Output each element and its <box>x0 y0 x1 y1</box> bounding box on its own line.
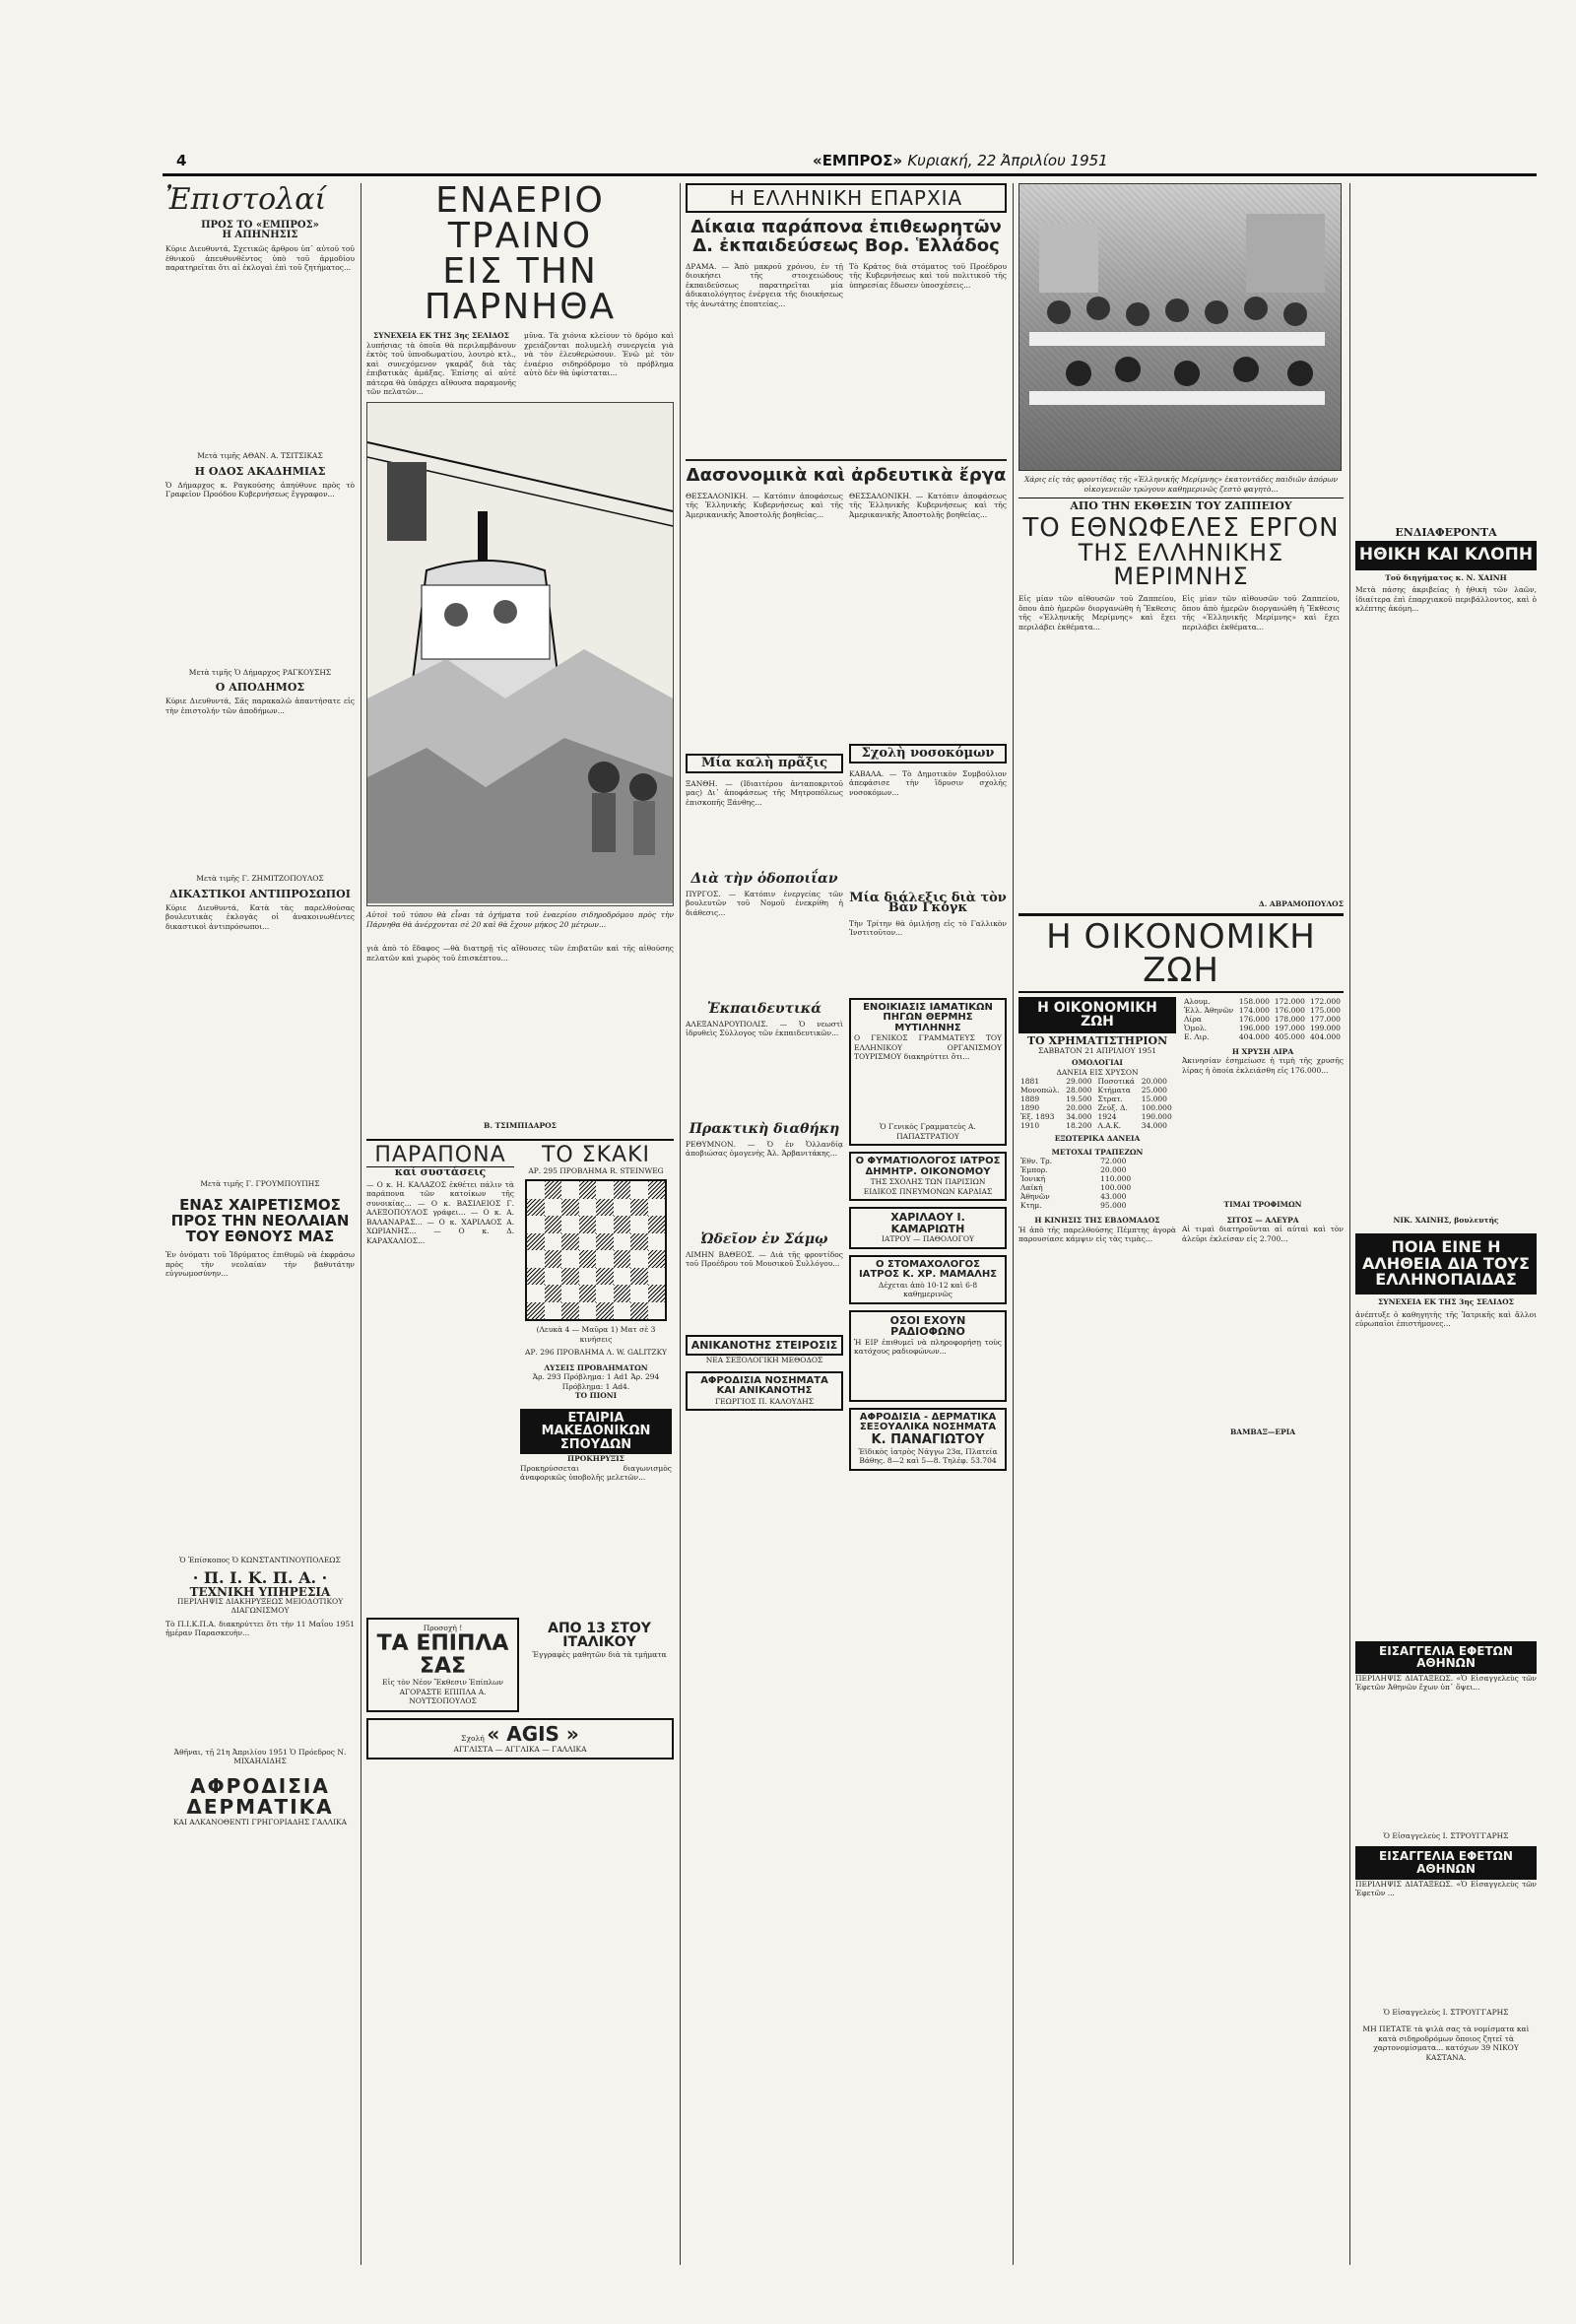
chess-move-note: (Λευκὰ 4 — Μαῦρα 1) Ματ σὲ 3 κινήσεις <box>536 1325 656 1344</box>
table-row <box>1182 1015 1344 1024</box>
table-cell: 196.000 <box>1238 1023 1270 1032</box>
box-heading: ΠΑΡΑΠΟΝΑ <box>366 1145 514 1167</box>
table-cell: Λίρα <box>1184 1014 1202 1024</box>
article-heading: Η ΟΔΟΣ ΑΚΑΔΗΜΙΑΣ <box>194 464 326 478</box>
shares-table <box>1018 1157 1176 1210</box>
section-banner: Η ΕΛΛΗΝΙΚΗ ΕΠΑΡΧΙΑ <box>686 183 1007 213</box>
economy-banner: Η ΟΙΚΟΝΟΜΙΚΗ ΖΩΗ <box>1018 913 1344 993</box>
photo-caption: Χάρις εἰς τὰς φροντίδας τῆς «Ἑλληνικῆς Μερίμνης» ἑκατοντάδες παιδιῶν ἀπόρων οἰκογενειῶν τρώγουν καθημερινῶς ζεστὸ φαγητὸ... <box>1023 475 1339 494</box>
table-row <box>1182 1006 1344 1015</box>
table-cell: 20.000 <box>1100 1165 1127 1175</box>
section-rule <box>686 459 1007 461</box>
continuation-note: ΣΥΝΕΧΕΙΑ ΕΚ ΤΗΣ 3ης ΣΕΛΙΔΟΣ <box>373 331 509 340</box>
ad-title: ΑΝΙΚΑΝΟΤΗΣ ΣΤΕΙΡΟΣΙΣ <box>686 1335 843 1357</box>
table-cell: 20.000 <box>1066 1103 1092 1113</box>
table-cell: 158.000 <box>1238 996 1270 1006</box>
table-row <box>1018 1086 1176 1095</box>
signature: Μετὰ τιμῆς Ὁ Δήμαρχος ΡΑΓΚΟΥΣΗΣ <box>188 667 332 677</box>
table-cell: 1889 <box>1020 1095 1040 1104</box>
ad-title: ΧΑΡΙΛΑΟΥ Ι. ΚΑΜΑΡΙΩΤΗ <box>890 1211 965 1235</box>
signature: Δ. ΑΒΡΑΜΟΠΟΥΛΟΣ <box>1258 899 1344 908</box>
article-headline: Ὠδεῖον ἐν Σάμῳ <box>700 1230 828 1247</box>
table-cell: Ἑλλ. Ἀθηνῶν <box>1184 1005 1234 1015</box>
table-cell: 100.000 <box>1100 1183 1132 1193</box>
table-cell: 18.200 <box>1066 1121 1092 1131</box>
letters-column <box>165 183 355 2265</box>
table-cell: 20.000 <box>1141 1077 1167 1087</box>
article-kicker: ΑΠΟ ΤΗΝ ΕΚΘΕΣΙΝ ΤΟΥ ΖΑΠΠΕΙΟΥ <box>1018 498 1344 511</box>
table-cell: 34.000 <box>1141 1121 1167 1131</box>
ad-body: Ἐγγραφὲς μαθητῶν διὰ τὰ τμήματα <box>532 1649 667 1659</box>
table-row <box>1018 1157 1176 1165</box>
headline-line-2: ΕΙΣ ΤΗΝ ΠΑΡΝΗΘΑ <box>424 251 617 327</box>
article-body: λυπήσιας τὰ ὁποῖα θὰ περιλαμβάνουν ἐκτὸς τοῦ ὑπνοδωματίου, λουτρὸ κτλ., καὶ συνεχόμενον γκαράζ διὰ τὰς ἐπιβατικὰς ἁμάξας. Ἐπίσης αἱ αὐτὲ πάτερα θὰ ὑπάρχει αἴθουσα παραμονῆς τῶν πελατῶν... <box>366 340 516 396</box>
article-body: ΠΥΡΓΟΣ. — Κατόπιν ἐνεργείας τῶν βουλευτῶν τοῦ Νομοῦ ἐνεκρίθη ἡ διάθεσις... <box>686 889 843 917</box>
table-cell: 95.000 <box>1100 1201 1127 1211</box>
gold-body: Ἀκινησίαν ἐσημείωσε ἡ τιμὴ τῆς χρυσῆς λίρας ἡ ὁποία ἐκλειάσθη εἰς 176.000... <box>1182 1056 1344 1075</box>
table-row <box>1018 1183 1176 1192</box>
headline-line-2: ΤΗΣ ΕΛΛΗΝΙΚΗΣ ΜΕΡΙΜΝΗΣ <box>1078 539 1284 590</box>
signature: Μετὰ τιμῆς ΑΘΑΝ. Α. ΤΣΙΤΣΙΚΑΣ <box>197 451 323 460</box>
table-cell: Κτημ. <box>1020 1201 1042 1211</box>
article-body: ΡΕΘΥΜΝΟΝ. — Ὁ ἐν Ὁλλανδίᾳ ἀποβιώσας ὁμογενὴς Ἀλ. Ἀρβανιτάκης... <box>686 1139 843 1159</box>
notice-title: ΟΣΟΙ ΕΧΟΥΝ ΡΑΔΙΟΦΩΝΟ <box>889 1313 966 1339</box>
article-body: ΔΡΑΜΑ. — Ἀπὸ μακροῦ χρόνου, ἐν τῇ διοικήσει τῆς στοιχειώδους ἐκπαιδεύσεως παρατηρεῖται μία ἀδικαιολόγητος ἐνέργεια τῆς διοικήσεως τῆς ἀνωτάτης ἐποπτείας... <box>686 261 843 308</box>
table-cell: 1924 <box>1097 1112 1117 1122</box>
table-cell: Ε. Λιρ. <box>1184 1031 1210 1041</box>
ad-body: Δέχεται ἀπὸ 10-12 καὶ 6-8 καθημερινῶς <box>878 1280 978 1299</box>
ad-title: ΑΦΡΟΔΙΣΙΑ ΔΕΡΜΑΤΙΚΑ <box>186 1773 334 1819</box>
table-cell: 197.000 <box>1274 1023 1305 1032</box>
chess-signature: ΤΟ ΠΙΟΝΙ <box>574 1391 618 1400</box>
ad-kicker: Σχολή <box>461 1733 485 1743</box>
table-row <box>1018 1174 1176 1183</box>
headline-line-1: ΤΟ ΕΘΝΩΦΕΛΕΣ ΕΡΓΟΝ <box>1022 513 1340 543</box>
notice-body: ΠΕΡΙΛΗΨΙΣ ΔΙΑΤΑΞΕΩΣ. «Ὁ Εἰσαγγελεὺς τῶν Ἐφετῶν ... <box>1355 1879 1537 1898</box>
doctor-ad <box>849 1207 1007 1249</box>
bonds-table <box>1018 1077 1176 1130</box>
merimna-column <box>1018 183 1344 2265</box>
gold-heading: Η ΧΡΥΣΗ ΛΙΡΑ <box>1231 1046 1294 1056</box>
table-cell: 199.000 <box>1309 1023 1341 1032</box>
article-body: μῦνα. Τὰ χιόνια κλείουν τὸ δρόμο καὶ χρειάζονται πολυμελὴ συνεργεία γιὰ νὰ τὸν ἐλευθερώσουν. Ἐνῶ μὲ τὸν ἐναέριο σιδηρόδρομο τὸ πρόβλημα αὐτὸ δὲν θὰ ὑφίσταται... <box>524 331 674 377</box>
table-row <box>1018 1112 1176 1121</box>
ad-kicker: Προσοχή ! <box>423 1623 463 1632</box>
article-body: Εἰς μίαν τῶν αἰθουσῶν τοῦ Ζαππείου, ὅπου ἀπὸ ἡμερῶν διοργανώθη ἡ Ἔκθεσις τῆς «Ἑλληνικῆς Μερίμνης» καὶ ἔχει περιλάβει ἐκθέματα... <box>1182 594 1340 631</box>
table-cell: 172.000 <box>1274 996 1305 1006</box>
ad-title: Ο ΦΥΜΑΤΙΟΛΟΓΟΣ ΙΑΤΡΟΣ ΔΗΜΗΤΡ. ΟΙΚΟΝΟΜΟΥ <box>855 1156 1001 1177</box>
ad-body: Ο ΓΕΝΙΚΟΣ ΓΡΑΜΜΑΤΕΥΣ ΤΟΥ ΕΛΛΗΝΙΚΟΥ ΟΡΓΑΝΙΣΜΟΥ ΤΟΥΡΙΣΜΟΥ διακηρύττει ὅτι... <box>854 1033 1002 1062</box>
prosecutor-notice-banner: ΕΙΣΑΓΓΕΛΙΑ ΕΦΕΤΩΝ ΑΘΗΝΩΝ <box>1355 1846 1537 1879</box>
table-cell: 177.000 <box>1309 1014 1341 1024</box>
photo-caption: Αὐτοὶ τοῦ τύπου θὰ εἶναι τὰ ὀχήματα τοῦ ἐναερίου σιδηροδρόμου πρὸς τὴν Πάρνηθα θὰ ἀνέρχονται σὲ 20 καὶ θὰ ἔχουν μήκος 20 μέτρων... <box>366 910 674 929</box>
table-cell: Αλουμ. <box>1184 996 1211 1006</box>
weekly-market-body: Ἡ ἀπὸ τῆς παρελθούσης Πέμπτης ἀγορὰ παρουσίασε κάμψιν εἰς τὰς τιμὰς... <box>1018 1225 1176 1244</box>
notice-heading: · Π. Ι. Κ. Π. Α. · <box>192 1567 328 1587</box>
cereal-heading: ΣΙΤΟΣ — ΑΛΕΥΡΑ <box>1226 1215 1299 1225</box>
notice-subtitle: ΠΕΡΙΛΗΨΙΣ ΔΙΑΚΗΡΥΞΕΩΣ ΜΕΙΟΔΟΤΙΚΟΥ ΔΙΑΓΩΝΙΣΜΟΥ <box>176 1596 344 1616</box>
byline: Τοῦ διηγήματος κ. Ν. ΧΑΙΝΗ <box>1385 572 1507 582</box>
notice-body: Τὸ Π.Ι.Κ.Π.Α. διακηρύττει ὅτι τὴν 11 Μαΐου 1951 ἡμέραν Παρασκευὴν... <box>165 1619 355 1638</box>
table-cell: 176.000 <box>1274 1005 1305 1015</box>
table-row <box>1182 1032 1344 1041</box>
article-heading: Ο ΑΠΟΔΗΜΟΣ <box>215 681 305 694</box>
article-headline: Πρακτικὴ διαθήκη <box>689 1120 840 1137</box>
article-headline: Σχολὴ νοσοκόμων <box>849 744 1007 764</box>
radio-notice <box>849 1310 1007 1402</box>
table-row <box>1018 1201 1176 1210</box>
table-cell: 172.000 <box>1309 996 1341 1006</box>
table-cell: 175.000 <box>1309 1005 1341 1015</box>
ad-body: ΤΗΣ ΣΧΟΛΗΣ ΤΩΝ ΠΑΡΙΣΙΩΝ ΕΙΔΙΚΟΣ ΠΝΕΥΜΟΝΩΝ ΚΑΡΔΙΑΣ <box>863 1177 993 1196</box>
box-body: — Ο κ. Η. ΚΑΛΑΖΟΣ ἐκθέτει πάλιν τὰ παράπονα τῶν κατοίκων τῆς συνοικίας... — Ο κ. ΒΑΣΙΛΕΙΟΣ Γ. ΑΛΕΞΟΠΟΥΛΟΣ γράφει... — Ο κ. Α. ΒΑΛΑΝΑΡΑΣ... — Ο κ. ΧΑΡΙΛΑΟΣ Α. ΧΩΡΙΑΝΗΣ... — Ο κ. Δ. ΚΑΡΑΧΑΛΙΟΣ... <box>366 1179 514 1245</box>
article-headline: Μία καλὴ πρᾶξις <box>686 754 843 773</box>
table-row <box>1018 1103 1176 1112</box>
table-cell: 72.000 <box>1100 1157 1127 1166</box>
province-column <box>686 183 1007 2265</box>
article-heading: ΔΙΚΑΣΤΙΚΟΙ ΑΝΤΙΠΡΟΣΩΠΟΙ <box>169 887 351 900</box>
article-body: ΘΕΣΣΑΛΟΝΙΚΗ. — Κατόπιν ἀποφάσεως τῆς Ἑλληνικῆς Κυβερνήσεως καὶ τῆς Ἀμερικανικῆς Ἀποστολῆς βοηθείας... <box>686 491 843 519</box>
exchange-heading: ΤΟ ΧΡΗΜΑΤΙΣΤΗΡΙΟΝ <box>1026 1033 1168 1047</box>
article-body: Μετὰ πάσης ἀκριβείας ἡ ἠθικὴ τῶν λαῶν, ἰδιαίτερα ἐπὶ ἐπαρχιακοῦ περιβάλλοντος, καὶ ὁ κλέπτης ἀκόμη... <box>1355 585 1537 614</box>
cable-car-illustration <box>366 402 674 906</box>
letters-title: Ἐπιστολαί <box>165 182 327 217</box>
ad-signature: Ὁ Γενικὸς Γραμματεὺς Α. ΠΑΠΑΣΤΡΑΤΙΟΥ <box>880 1122 976 1141</box>
table-cell: 15.000 <box>1141 1095 1167 1104</box>
table-cell: 34.000 <box>1066 1112 1092 1122</box>
doctor-ad <box>849 1152 1007 1201</box>
column-rule <box>1349 183 1350 2265</box>
society-body: Προκηρύσσεται διαγωνισμὸς ἀναφορικῶς ὑποβολῆς μελετῶν... <box>520 1463 672 1483</box>
ad-title: ΑΠΟ 13 ΣΤΟΥ ΙΤΑΛΙΚΟΥ <box>548 1620 651 1651</box>
column-rule <box>680 183 681 2265</box>
food-prices-heading: ΤΙΜΑΙ ΤΡΟΦΙΜΩΝ <box>1223 1200 1302 1209</box>
doctor-ad <box>686 1371 843 1412</box>
school-ad <box>366 1718 674 1760</box>
article-body: ΞΑΝΘΗ. — (Ιδιαιτέρου ἀνταποκριτοῦ μας) Δι᾽ ἀποφάσεως τῆς Μητροπόλεως ἐπισκοπῆς Ξάνθης... <box>686 778 843 807</box>
notice-signature: Ἀθῆναι, τῇ 21η Ἀπριλίου 1951 Ὁ Πρόεδρος Ν. ΜΙΧΑΗΛΙΔΗΣ <box>173 1747 347 1766</box>
ad-body: ΚΑΙ ΑΛΚΑΝΟΘΕΝΤΙ ΓΡΗΓΟΡΙΑΔΗΣ ΓΑΛΛΙΚΑ <box>172 1817 348 1826</box>
signature: Μετὰ τιμῆς Γ. ΓΡΟΥΜΠΟΥΠΗΣ <box>200 1178 320 1188</box>
table-cell: 176.000 <box>1238 1014 1270 1024</box>
article-body: Ὁ Δήμαρχος κ. Ραγκούσης ἀπηύθυνε πρὸς τὸ Γραφεῖον Προόδου Κυβερνήσεως ἔγγραφον... <box>165 480 355 498</box>
table-cell: Ἐθν. Τρ. <box>1020 1157 1053 1166</box>
article-body: Εἰς μίαν τῶν αἰθουσῶν τοῦ Ζαππείου, ὅπου ἀπὸ ἡμερῶν διοργανώθη ἡ Ἔκθεσις τῆς «Ἑλληνικῆς Μερίμνης» καὶ ἔχει περιλάβει ἐκθέματα... <box>1018 594 1176 631</box>
cable-car-drawing <box>367 403 673 903</box>
ad-title: « AGIS » <box>487 1721 579 1746</box>
signature: Μετὰ τιμῆς Γ. ΖΗΜΙΤΖΟΠΟΥΛΟΣ <box>196 874 324 883</box>
headline-line-1: ΕΝΑΕΡΙΟ ΤΡΑΙΝΟ <box>435 180 605 256</box>
table-row <box>1018 1121 1176 1130</box>
article-body: Κύριε Διευθυντά, Σχετικῶς ἄρθρου ὑπ᾽ αὐτοῦ τοῦ ἐθνικοῦ ἀπευθυνθέντος ὑπὸ τοῦ ἀρμοδίου παρατηρεῖται ὅτι αἱ ἐκλογαὶ ἐπὶ τοῦ ζητήματος... <box>165 244 355 272</box>
ad-title: ΕΝΟΙΚΙΑΣΙΣ ΙΑΜΑΤΙΚΩΝ ΠΗΓΩΝ ΘΕΡΜΗΣ ΜΥΤΙΛΗΝΗΣ <box>863 1001 993 1033</box>
chess-solutions: Ἀρ. 293 Πρόβλημα: 1 Αd1 Ἀρ. 294 Πρόβλημα: 1 Αd4. <box>532 1372 660 1391</box>
section-kicker: ΕΝΔΙΑΦΕΡΟΝΤΑ <box>1395 526 1497 539</box>
article-headline: Δασονομικὰ καὶ ἀρδευτικὰ ἔργα <box>686 464 1007 486</box>
table-cell: 174.000 <box>1238 1005 1270 1015</box>
chess-problem-title: ΑΡ. 295 ΠΡΟΒΛΗΜΑ R. STEINWEG <box>528 1165 664 1175</box>
children-meal-photo <box>1018 183 1342 471</box>
masthead-title: «ΕΜΠΡΟΣ» <box>813 152 903 169</box>
table-cell: Ποσοτικά <box>1097 1077 1136 1087</box>
table-cell: 190.000 <box>1141 1112 1172 1122</box>
interests-column <box>1355 183 1537 2265</box>
article-body: ΚΑΒΑΛΑ. — Τὸ Δημοτικὸν Συμβούλιον ἀπεφάσισε τὴν ἵδρυσιν σχολῆς νοσοκόμων... <box>849 768 1007 797</box>
ad-body: ΓΕΩΡΓΙΟΣ Π. ΚΑΛΟΥΔΗΣ <box>714 1396 815 1406</box>
cereal-body: Αἱ τιμαὶ διατηροῦνται αἱ αὐταὶ καὶ τὸν ἀλεῦρι ἐκλείσαν εἰς 2.700... <box>1182 1225 1344 1243</box>
table-cell: Ὁμολ. <box>1184 1023 1207 1032</box>
notice-body: ΠΕΡΙΛΗΨΙΣ ΔΙΑΤΑΞΕΩΣ. «Ὁ Εἰσαγγελεὺς τῶν Ἐφετῶν Ἀθηνῶν ἔχων ὑπ᾽ ὄψει... <box>1355 1673 1537 1693</box>
table-cell: Ἐμπορ. <box>1020 1165 1048 1175</box>
ad-body: ΙΑΤΡΟΥ — ΠΑΘΟΛΟΓΟΥ <box>882 1234 974 1244</box>
continuation-note: ΣΥΝΕΧΕΙΑ ΕΚ ΤΗΣ 3ης ΣΕΛΙΔΟΣ <box>1378 1297 1514 1307</box>
article-headline: ΠΟΙΑ ΕΙΝΕ Η ΑΛΗΘΕΙΑ ΔΙΑ ΤΟΥΣ ΕΛΛΗΝΟΠΑΙΔΑΣ <box>1355 1233 1537 1295</box>
table-row <box>1182 1024 1344 1032</box>
article-headline: Διὰ τὴν ὁδοποιΐαν <box>690 870 838 887</box>
notice-signature: Ὁ Εἰσαγγελεὺς Ι. ΣΤΡΟΥΓΓΑΡΗΣ <box>1383 1830 1509 1840</box>
table-cell: Ἀθηνῶν <box>1020 1192 1050 1202</box>
chess-problem-title: ΑΡ. 296 ΠΡΟΒΛΗΜΑ Λ. W. GALITZKY <box>525 1348 667 1357</box>
signature: Ὁ Ἐπίσκοπος Ὁ ΚΩΝΣΤΑΝΤΙΝΟΥΠΟΛΕΩΣ <box>179 1556 341 1565</box>
bonds-heading: ΟΜΟΛΟΓΙΑΙ <box>1072 1058 1123 1068</box>
article-body: Ἐν ὀνόματι τοῦ Ἰδρύματος ἐπιθυμῶ νὰ ἐκφράσω πρὸς τὴν νεολαίαν τὴν βαθυτάτην εὐγνωμοσύνην... <box>165 1250 355 1279</box>
table-cell: 25.000 <box>1141 1086 1167 1096</box>
rates-table <box>1182 997 1344 1041</box>
page-header <box>163 148 1537 176</box>
article-headline: ΗΘΙΚΗ ΚΑΙ ΚΛΟΠΗ <box>1355 541 1537 570</box>
table-cell: Μονοπώλ. <box>1020 1086 1060 1096</box>
notice-subheading: ΤΕΧΝΙΚΗ ΥΠΗΡΕΣΙΑ <box>189 1584 331 1599</box>
small-notice: ΜΗ ΠΕΤΑΤΕ τὰ ψιλὰ σας τὰ νομίσματα καὶ κατὰ σιδηροδρόμων ὅποιος ζητεῖ τὰ χαρτονομίσματα... κατόχων 39 ΝΙΚΟΥ ΚΑΣΤΑΝΑ. <box>1362 2025 1530 2062</box>
table-cell: 178.000 <box>1274 1014 1305 1024</box>
article-body: γιὰ ἀπὸ τὸ ἔδαφος —θὰ διατηρῇ τὶς αἴθουσες τῶν ἐπιβατῶν καὶ τῆς αἰθούσης πελατῶν καὶ χωρὸς τοῦ ἐπισκέπτου... <box>366 944 674 963</box>
table-cell: 1890 <box>1020 1103 1040 1113</box>
table-cell: 1881 <box>1020 1077 1040 1087</box>
signature: Β. ΤΣΙΜΠΙΔΑΡΟΣ <box>484 1121 557 1130</box>
chess-heading: ΤΟ ΣΚΑΚΙ <box>541 1142 651 1167</box>
doctor-ad <box>849 1255 1007 1304</box>
table-cell: 405.000 <box>1274 1031 1305 1041</box>
table-row <box>1018 1165 1176 1174</box>
society-subheading: ΠΡΟΚΗΡΥΞΙΣ <box>567 1454 624 1464</box>
exchange-date: ΣΑΒΒΑΤΟΝ 21 ΑΠΡΙΛΙΟΥ 1951 <box>1037 1045 1157 1055</box>
page-number: 4 <box>176 152 187 169</box>
ad-body: ΑΓΓΛΙΣΤΑ — ΑΓΓΛΙΚΑ — ΓΑΛΛΙΚΑ <box>453 1744 587 1754</box>
train-column <box>366 180 674 2265</box>
table-cell: Ἐξ. 1893 <box>1020 1112 1055 1122</box>
ad-body: Εἰς τὸν Νέον Ἔκθεσιν Ἐπίπλων ΑΓΟΡΑΣΤΕ ΕΠΙΠΛΑ Α. ΝΟΥΤΣΟΠΟΥΛΟΣ <box>382 1678 503 1706</box>
table-cell: Στρατ. <box>1097 1095 1123 1104</box>
table-cell: 110.000 <box>1100 1174 1132 1184</box>
table-row <box>1018 1095 1176 1103</box>
ad-title: ΑΦΡΟΔΙΣΙΑ ΝΟΣΗΜΑΤΑ ΚΑΙ ΑΝΙΚΑΝΟΤΗΣ <box>700 1374 828 1397</box>
society-banner: ΕΤΑΙΡΙΑ ΜΑΚΕΔΟΝΙΚΩΝ ΣΠΟΥΔΩΝ <box>520 1409 672 1455</box>
cotton-heading: ΒΑΜΒΑΞ—ΕΡΙΑ <box>1229 1428 1296 1436</box>
letters-subtitle: ΠΡΟΣ ΤΟ «ΕΜΠΡΟΣ» <box>201 220 319 231</box>
table-cell: 404.000 <box>1309 1031 1341 1041</box>
article-body: ΛΙΜΗΝ ΒΑΘΕΟΣ. — Διὰ τῆς φροντίδος τοῦ Προέδρου τοῦ Μουσικοῦ Συλλόγου... <box>686 1249 843 1269</box>
prosecutor-notice-banner: ΕΙΣΑΓΓΕΛΙΑ ΕΦΕΤΩΝ ΑΘΗΝΩΝ <box>1355 1641 1537 1674</box>
article-heading: Η ΑΠΗΝΗΣΙΣ <box>222 230 298 240</box>
masthead-date: Κυριακή, 22 Ἀπριλίου 1951 <box>907 152 1108 169</box>
table-cell: 29.000 <box>1066 1077 1092 1087</box>
spa-ad <box>849 998 1007 1147</box>
table-cell: 1910 <box>1020 1121 1040 1131</box>
chessboard <box>525 1179 667 1321</box>
table-cell: 19.500 <box>1066 1095 1092 1104</box>
signature: ΝΙΚ. ΧΑΙΝΗΣ, βουλευτής <box>1393 1216 1499 1226</box>
photo-figures <box>1019 184 1341 470</box>
article-body: Κύριε Διευθυντά, Σᾶς παρακαλῶ ἀπαντήσατε εἰς τὴν ἐπιστολήν τῶν ἀποδήμων... <box>165 697 355 715</box>
ad-title: ΑΦΡΟΔΙΣΙΑ - ΔΕΡΜΑΤΙΚΑ ΣΕΞΟΥΑΛΙΚΑ ΝΟΣΗΜΑΤΑ <box>859 1411 997 1433</box>
masthead-line <box>813 152 1108 169</box>
notice-body: Ἡ ΕΙΡ ἐπιθυμεῖ νὰ πληροφορήσῃ τοὺς κατόχους ραδιοφώνων... <box>854 1337 1002 1357</box>
table-row <box>1018 1077 1176 1086</box>
furniture-ad <box>366 1618 519 1712</box>
table-cell: Λ.Α.Κ. <box>1097 1121 1122 1131</box>
weekly-market-heading: Η ΚΙΝΗΣΙΣ ΤΗΣ ΕΒΔΟΜΑΔΟΣ <box>1034 1216 1160 1226</box>
table-cell: Ζεύξ. Δ. <box>1097 1103 1128 1113</box>
article-headline: Δίκαια παράπονα ἐπιθεωρητῶν Δ. ἐκπαιδεύσεως Βορ. Ἑλλάδος <box>690 217 1002 256</box>
table-cell: Λαϊκή <box>1020 1183 1043 1193</box>
notice-signature: Ὁ Εἰσαγγελεὺς Ι. ΣΤΡΟΥΓΓΑΡΗΣ <box>1383 2007 1509 2017</box>
box-subheading: καὶ συστάσεις <box>394 1164 487 1178</box>
article-body: ἀνέπτυξε ὁ καθηγητὴς τῆς Ἰατρικῆς καὶ ἄλλοι εὐρωπαῖοι ἐπιστήμονες... <box>1355 1309 1537 1329</box>
external-loans-heading: ΕΞΩΤΕΡΙΚΑ ΔΑΝΕΙΑ <box>1054 1134 1141 1144</box>
ad-doctor-name: Κ. ΠΑΝΑΓΙΩΤΟΥ <box>871 1431 985 1447</box>
table-cell: 28.000 <box>1066 1086 1092 1096</box>
table-cell: 404.000 <box>1238 1031 1270 1041</box>
article-body: Κύριε Διευθυντά, Κατὰ τὰς παρελθούσας βουλευτικὰς ἐκλογὰς οἱ ἀνακοινωθέντες δικαστικοὶ ἀντιπρόσωποι... <box>165 902 355 931</box>
article-body: ΘΕΣΣΑΛΟΝΙΚΗ. — Κατόπιν ἀποφάσεως τῆς Ἑλληνικῆς Κυβερνήσεως καὶ τῆς Ἀμερικανικῆς Ἀποστολῆς βοηθείας... <box>849 491 1007 519</box>
chess-solutions-heading: ΛΥΣΕΙΣ ΠΡΟΒΛΗΜΑΤΩΝ <box>544 1362 648 1372</box>
ad-title: ΤΑ ΕΠΙΠΛΑ ΣΑΣ <box>376 1631 509 1680</box>
table-cell: Ἰονική <box>1020 1174 1046 1184</box>
article-headline: Μία διάλεξις διὰ τὸν Βὰν Γκόγκ <box>849 890 1007 915</box>
bank-shares-heading: ΜΕΤΟΧΑΙ ΤΡΑΠΕΖΩΝ <box>1051 1147 1144 1157</box>
article-headline: Ἐκπαιδευτικά <box>706 1000 822 1017</box>
table-row <box>1182 997 1344 1006</box>
article-body: Τὴν Τρίτην θὰ ὁμιλήσῃ εἰς τὸ Γαλλικὸν Ἰνστιτοῦτον... <box>849 918 1007 938</box>
dermatology-ad <box>849 1408 1007 1471</box>
bonds-subheading: ΔΑΝΕΙΑ ΕΙΣ ΧΡΥΣΟΝ <box>1056 1067 1139 1077</box>
ad-title: Ο ΣΤΟΜΑΧΟΛΟΓΟΣ ΙΑΤΡΟΣ Κ. ΧΡ. ΜΑΜΑΛΗΣ <box>858 1258 998 1281</box>
table-cell: 100.000 <box>1141 1103 1172 1113</box>
table-row <box>1018 1192 1176 1201</box>
table-cell: 43.000 <box>1100 1192 1127 1202</box>
column-rule <box>1013 183 1014 2265</box>
article-heading: ΕΝΑΣ ΧΑΙΡΕΤΙΣΜΟΣ ΠΡΟΣ ΤΗΝ ΝΕΟΛΑΙΑΝ ΤΟΥ ΕΘΝΟΥΣ ΜΑΣ <box>170 1196 350 1245</box>
table-cell: Κτήματα <box>1097 1086 1131 1096</box>
article-body: ΑΛΕΞΑΝΔΡΟΥΠΟΛΙΣ. — Ὁ νεωστὶ ἱδρυθεὶς Σύλλογος τῶν ἐκπαιδευτικῶν... <box>686 1019 843 1038</box>
economy-masthead: Η ΟΙΚΟΝΟΜΙΚΗ ΖΩΗ <box>1018 997 1176 1033</box>
ad-body: ΝΕΑ ΣΕΞΟΛΟΓΙΚΗ ΜΕΘΟΔΟΣ <box>705 1356 823 1365</box>
ad-body: Ἐϊδικὸς ἰατρὸς Νάγγω 23α, Πλατεία Βάθης. 8—2 καὶ 5—8. Τηλέφ. 53.704 <box>858 1446 998 1465</box>
article-body: Τὸ Κράτος διὰ στόματος τοῦ Προέδρου τῆς Κυβερνήσεως καὶ τοῦ πολιτικοῦ τῆς ὑπηρεσίας ἔδωσεν ὑποσχέσεις... <box>849 261 1007 290</box>
